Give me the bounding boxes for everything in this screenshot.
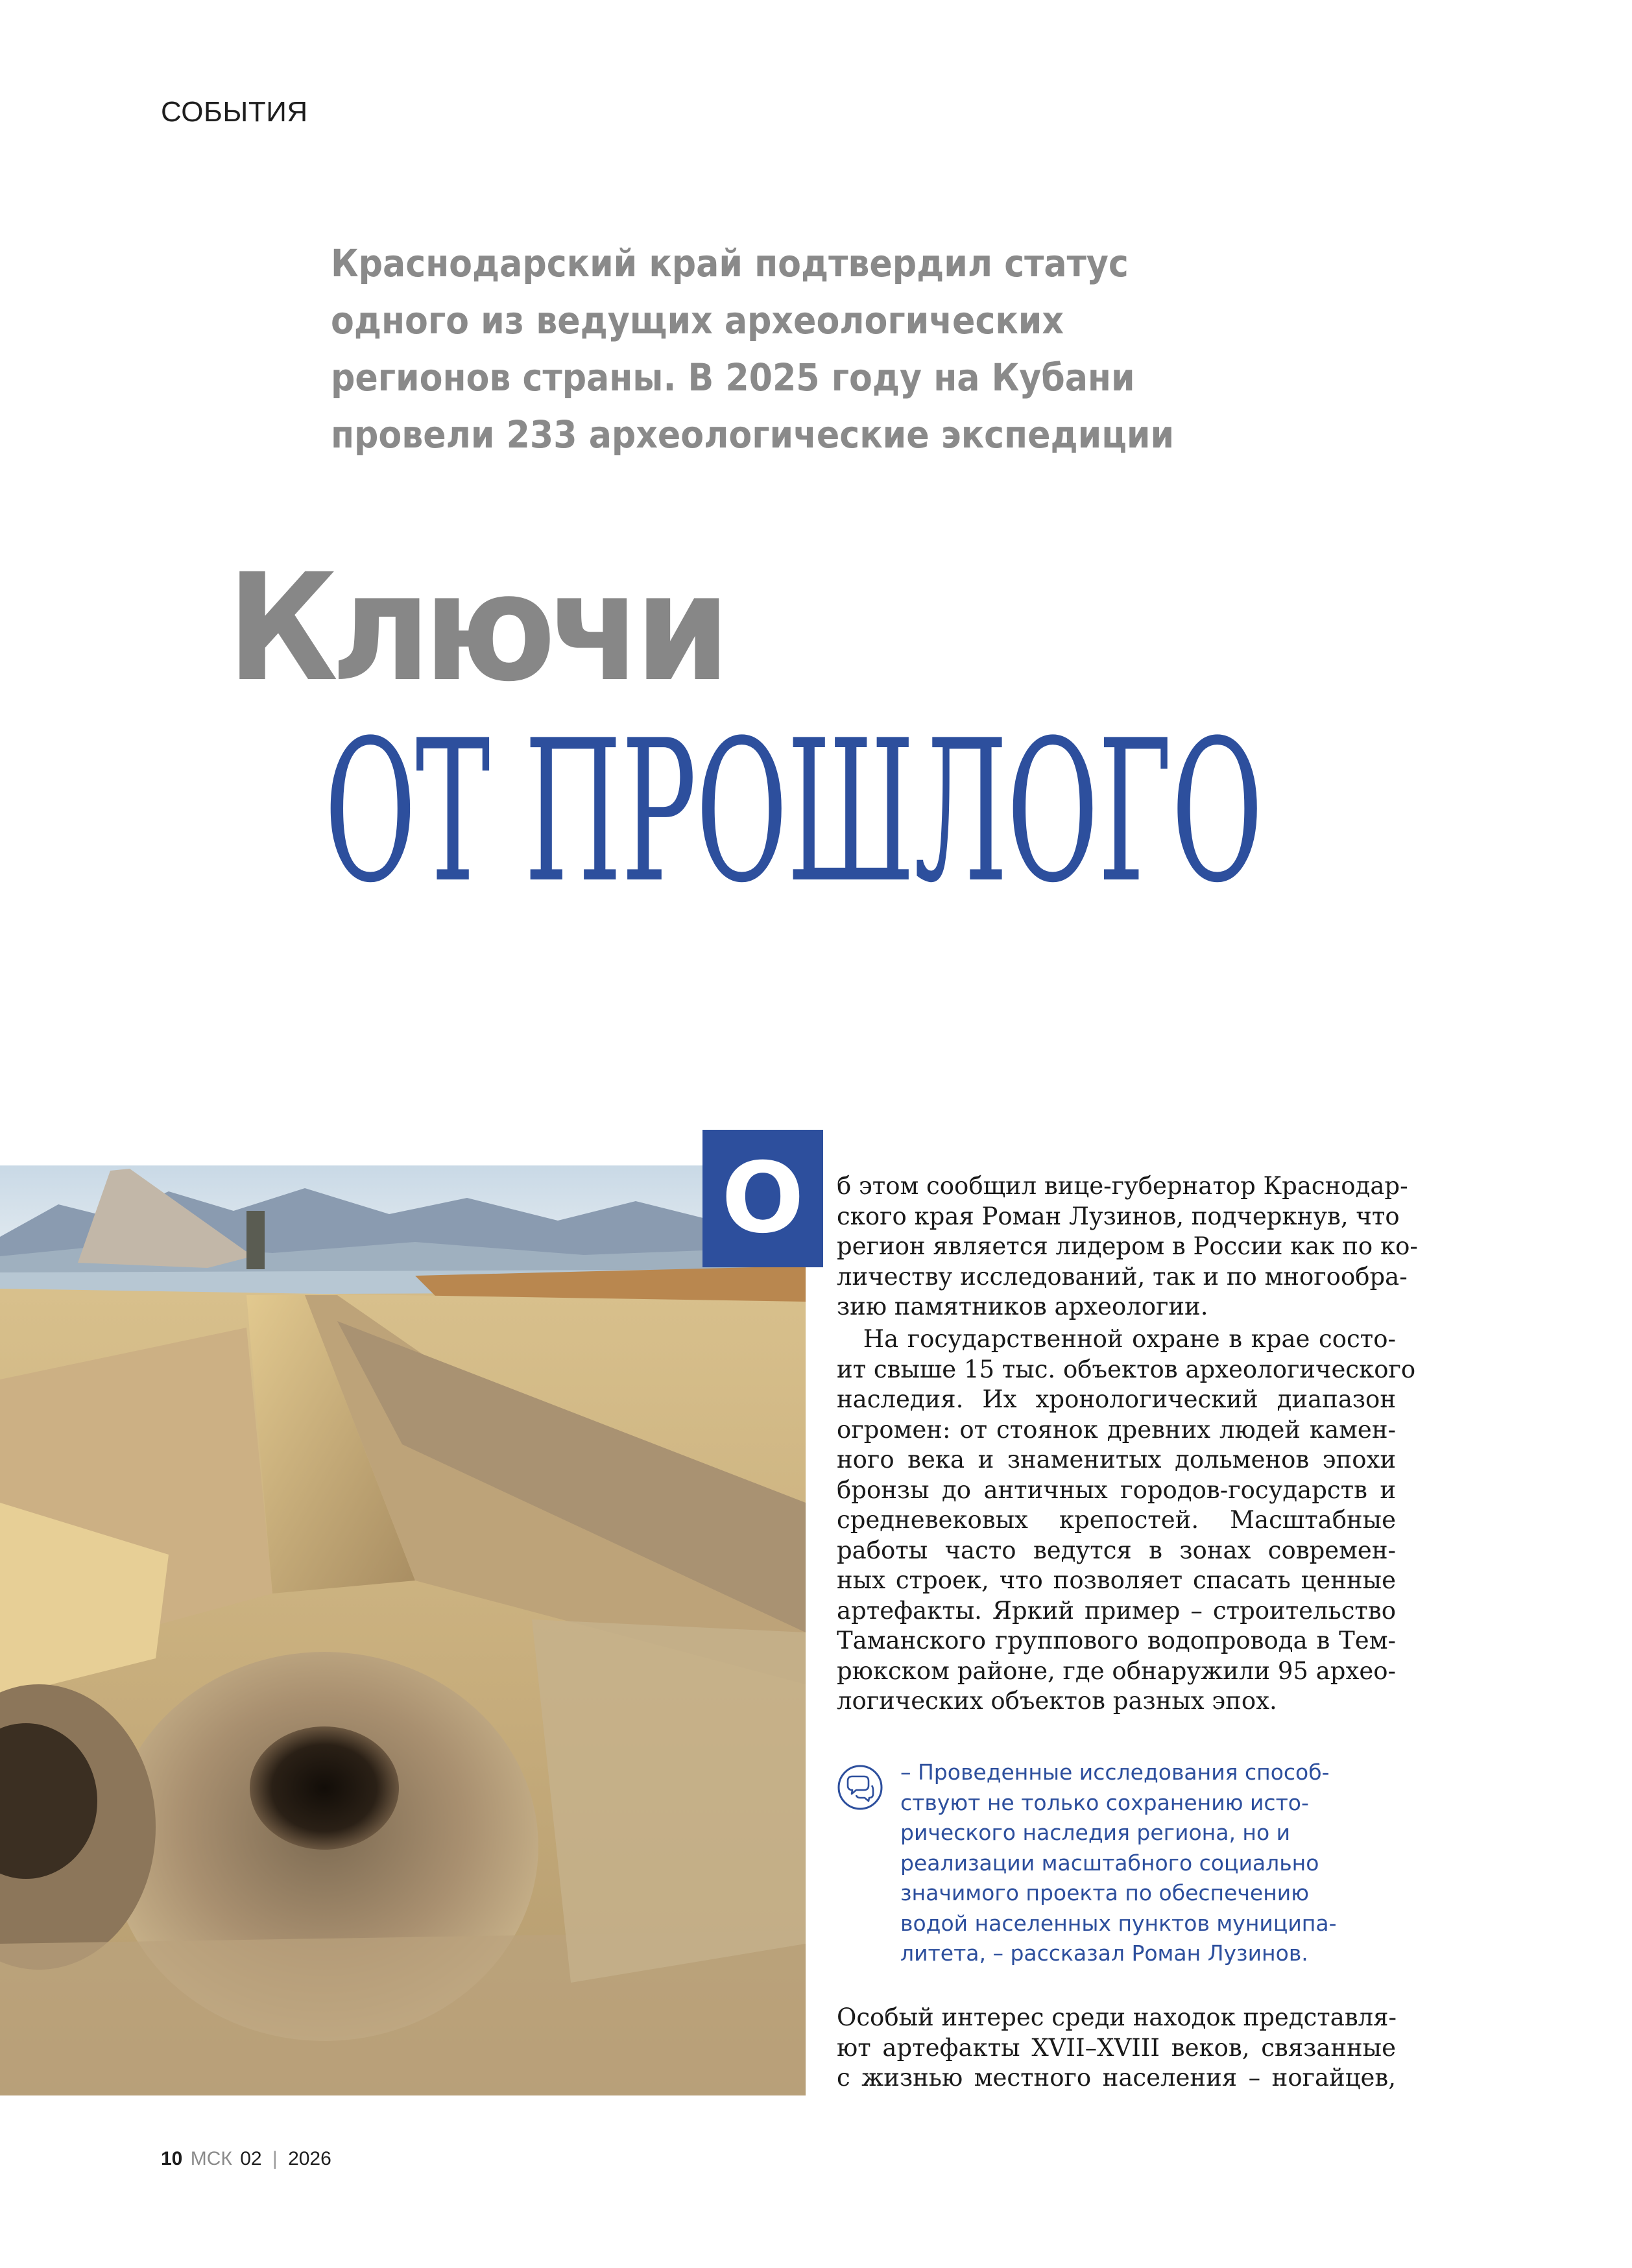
text-line: с жизнью местного населения – ногайцев, <box>837 2064 1396 2092</box>
text-line: рюкском районе, где обнаружили 95 археo- <box>837 1656 1396 1685</box>
text-line: регион является лидером в России как по ко- <box>837 1232 1418 1260</box>
page-number: 10 <box>161 2148 183 2169</box>
page-footer <box>161 2148 331 2170</box>
text-line: ют артефакты XVII–XVIII веков, связанные <box>837 2033 1396 2062</box>
text-line: работы часто ведутся в зонах современ- <box>837 1536 1396 1564</box>
lead-line: одного из ведущих археологических <box>331 298 1064 342</box>
issue-year: 2026 <box>288 2148 331 2169</box>
headline-line-1: Ключи <box>227 542 723 714</box>
text-line: личеству исследований, так и по многообра- <box>837 1262 1408 1291</box>
lead-line: провели 233 археологические экспедиции <box>331 412 1175 457</box>
text-line: наследия. Их хронологический диапазон <box>837 1385 1396 1413</box>
quote-line: рического наследия региона, но и <box>900 1820 1291 1845</box>
text-line: ит свыше 15 тыс. объектов археологического <box>837 1355 1416 1383</box>
text-line: средневековых крепостей. Масштабные <box>837 1506 1396 1534</box>
quote-line: ствуют не только сохранению исто- <box>900 1789 1309 1815</box>
footer-separator: | <box>272 2148 278 2169</box>
text-line: ного века и знаменитых дольменов эпохи <box>837 1446 1396 1474</box>
text-line: Таманского группового водопровода в Тем- <box>837 1627 1396 1654</box>
excavation-photo <box>0 1165 806 2095</box>
quote-line: значимого проекта по обеспечению <box>900 1880 1309 1905</box>
text-line: ского края Роман Лузинов, подчеркнув, что <box>837 1202 1400 1230</box>
text-line: огромен: от стоянок древних людей камен- <box>837 1415 1396 1444</box>
text-line: б этом сообщил вице-губернатор Краснодар- <box>837 1172 1408 1200</box>
quote-line: реализации масштабного социально <box>900 1850 1319 1876</box>
body-paragraph-2 <box>837 1324 1416 1717</box>
text-line: ных строек, что позволяет спасать ценные <box>837 1566 1396 1594</box>
text-line: артефакты. Яркий пример – строительство <box>837 1596 1396 1625</box>
lead-line: Краснодарский край подтвердил статус <box>331 241 1129 285</box>
text-line: Особый интерес среди находок представля- <box>837 2003 1397 2031</box>
speech-bubble-icon <box>837 1764 883 1811</box>
dropcap-box <box>702 1130 823 1267</box>
text-line: бронзы до античных городов-государств и <box>837 1475 1396 1504</box>
quote-line: водой населенных пунктов муниципа- <box>900 1910 1337 1936</box>
section-label: СОБЫТИЯ <box>161 96 308 128</box>
issue-number: 02 <box>240 2148 262 2169</box>
quote-line: – Проведенные исследования способ- <box>900 1760 1330 1785</box>
body-paragraph-1 <box>837 1171 1418 1322</box>
magazine-name: МСК <box>190 2148 232 2169</box>
pull-quote <box>900 1758 1406 1969</box>
lead-paragraph <box>331 235 1200 463</box>
headline-line-2: ОТ ПРОШЛОГО <box>324 698 1263 926</box>
body-paragraph-3 <box>837 2003 1396 2094</box>
dropcap-letter: О <box>721 1142 804 1255</box>
lead-line: регионов страны. В 2025 году на Кубани <box>331 355 1135 400</box>
quote-line: литета, – рассказал Роман Лузинов. <box>900 1940 1308 1966</box>
text-line: На государственной охране в крае состо- <box>837 1325 1396 1353</box>
text-line: логических объектов разных эпох. <box>837 1687 1277 1715</box>
text-line: зию памятников археологии. <box>837 1293 1208 1320</box>
